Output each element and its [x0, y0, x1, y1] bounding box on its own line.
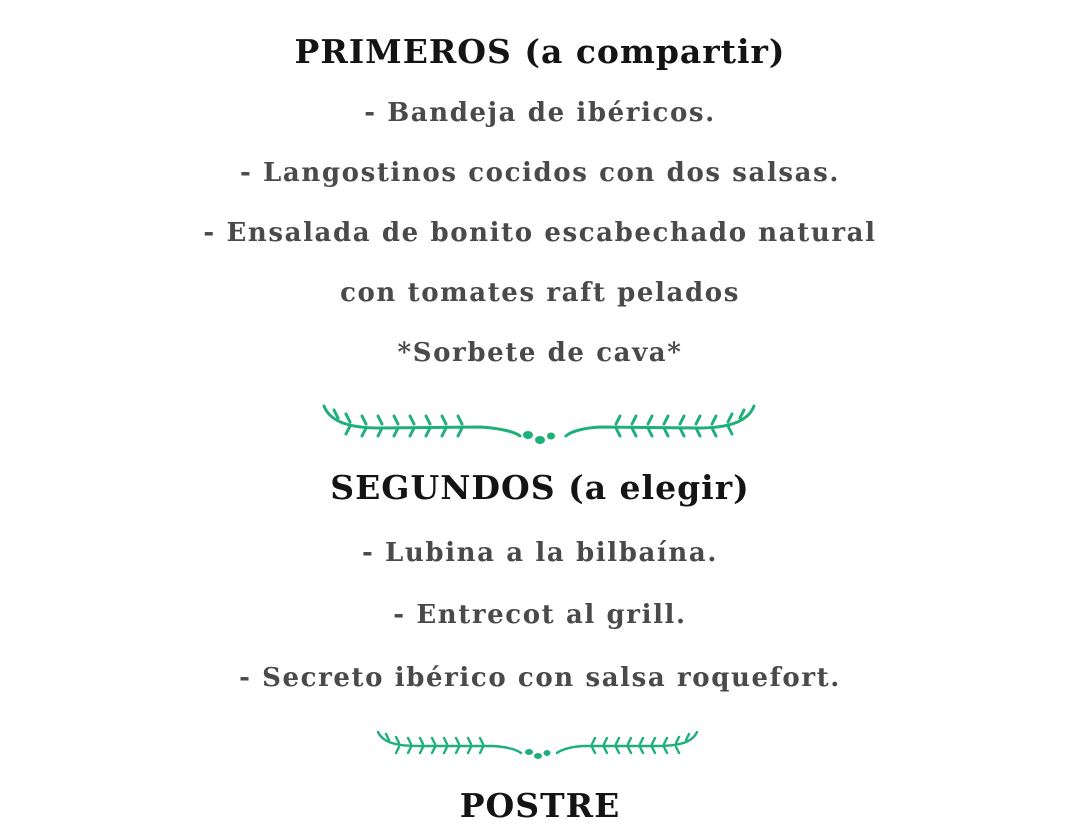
- menu-item: *Sorbete de cava*: [397, 338, 683, 368]
- laurel-divider-icon: [375, 728, 701, 762]
- menu-item: - Lubina a la bilbaína.: [362, 538, 718, 568]
- menu-item: - Secreto ibérico con salsa roquefort.: [239, 663, 841, 693]
- menu-item: con tomates raft pelados: [340, 278, 740, 308]
- laurel-divider-icon: [320, 400, 760, 448]
- menu-item: - Entrecot al grill.: [393, 600, 687, 630]
- section-heading-postre: POSTRE: [459, 786, 621, 825]
- section-heading-primeros: PRIMEROS (a compartir): [294, 32, 786, 71]
- section-heading-segundos: SEGUNDOS (a elegir): [330, 468, 750, 507]
- menu-item: - Langostinos cocidos con dos salsas.: [239, 158, 841, 188]
- menu-item: - Bandeja de ibéricos.: [364, 98, 716, 128]
- menu-item: - Ensalada de bonito escabechado natural: [203, 218, 877, 248]
